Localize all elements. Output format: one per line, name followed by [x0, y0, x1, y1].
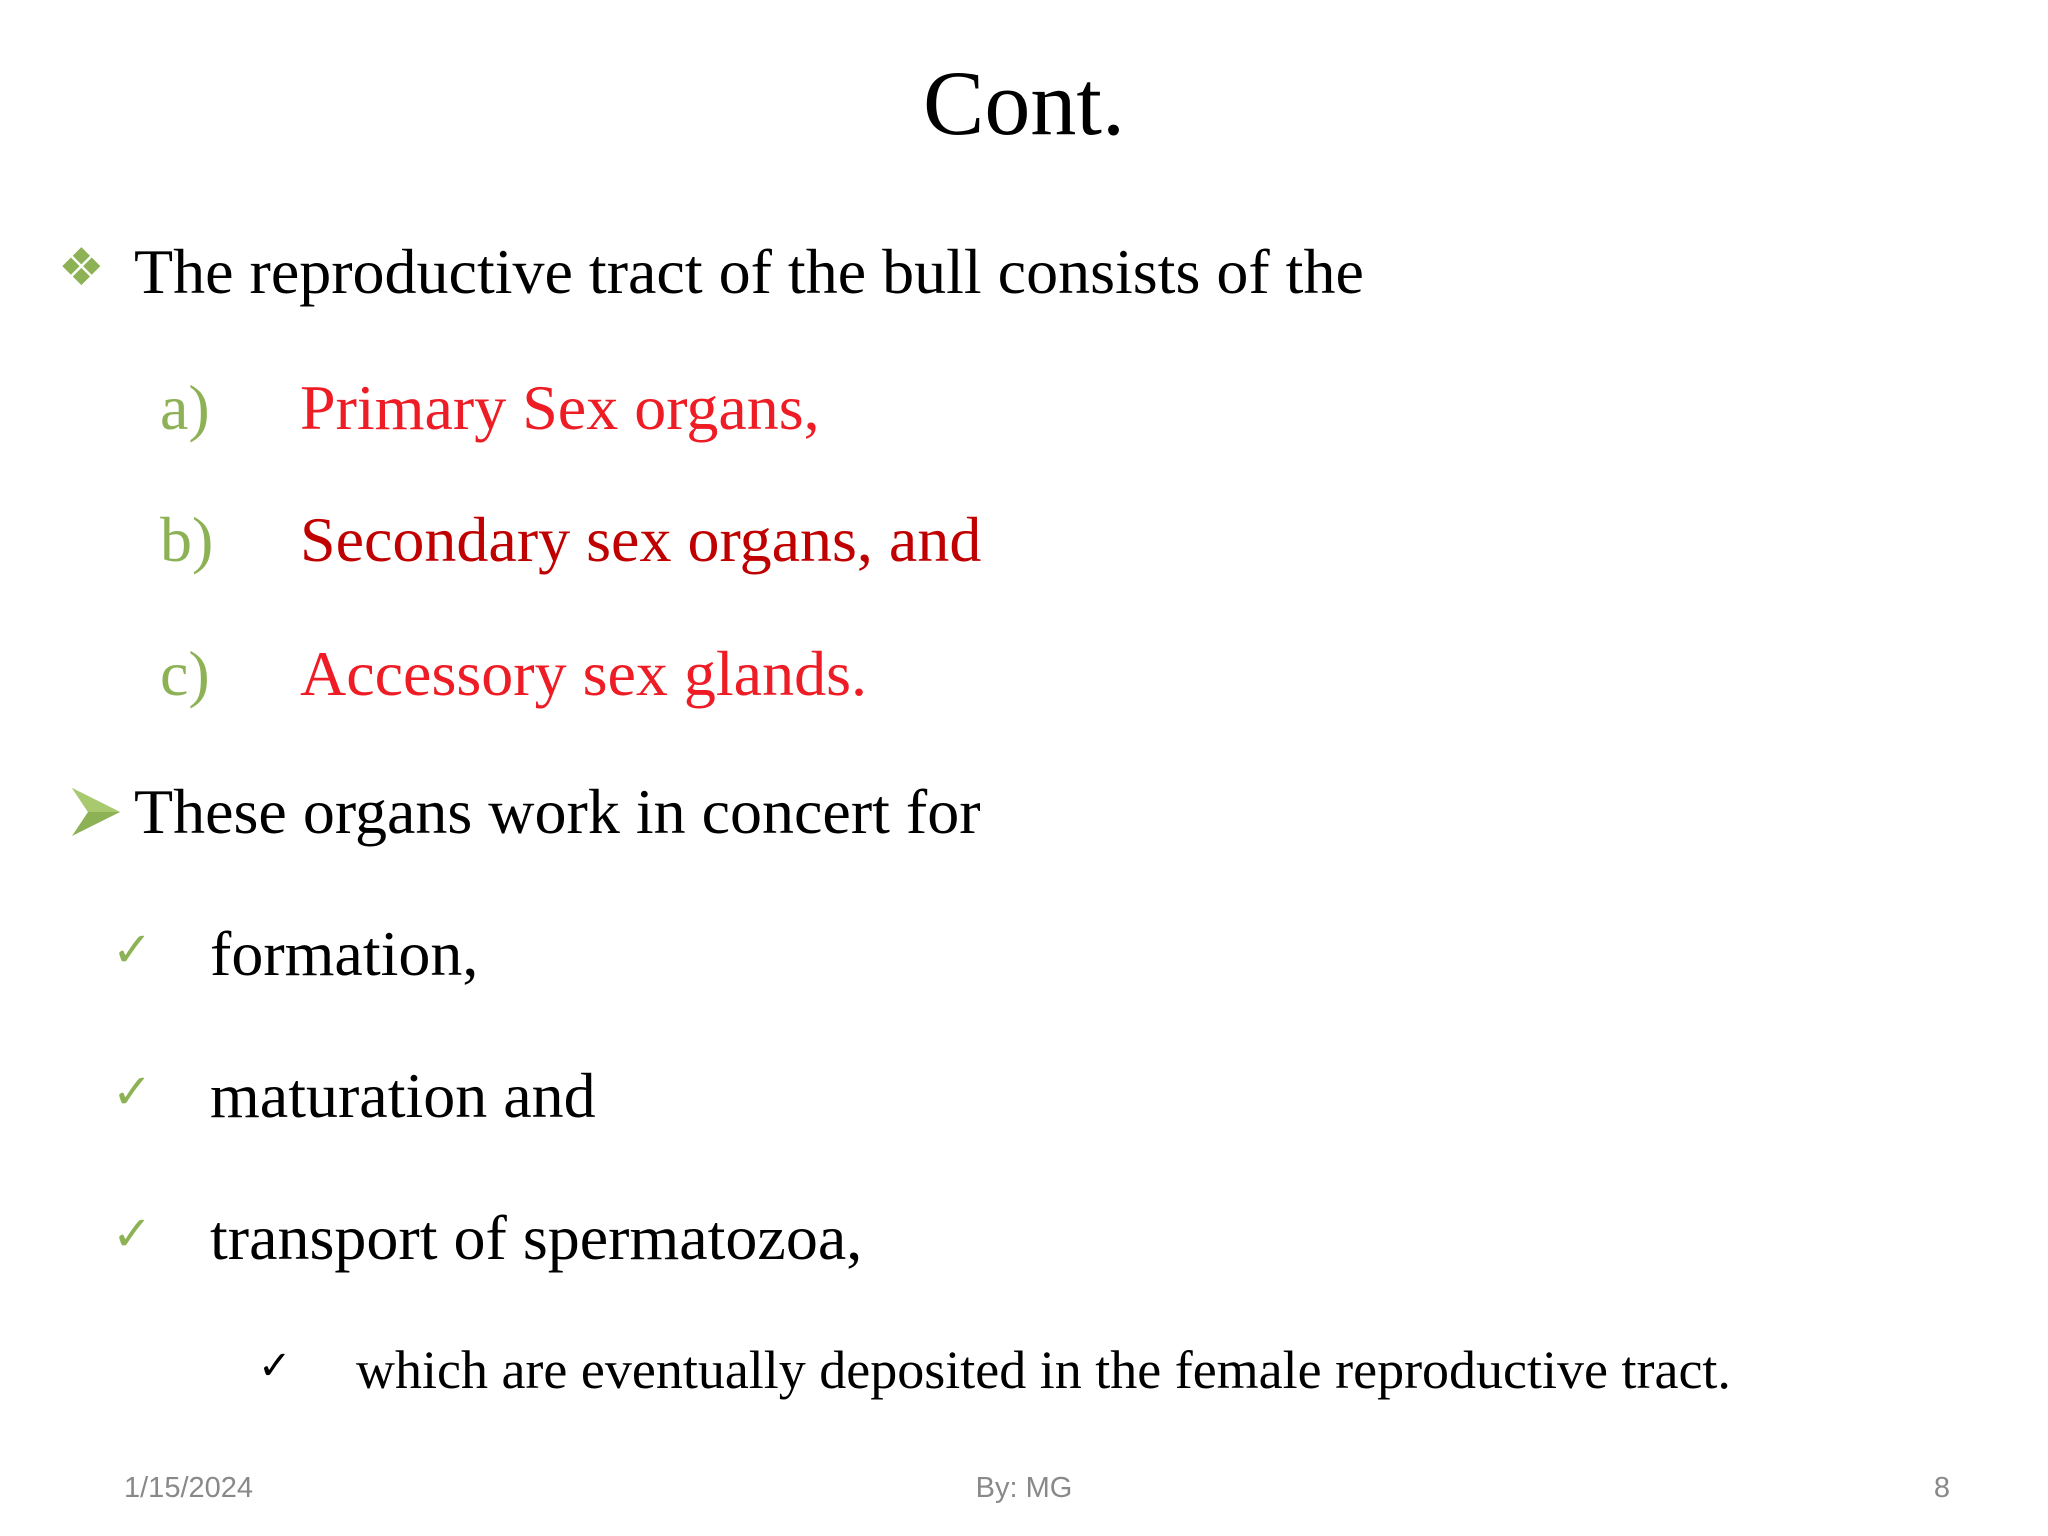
footer-page-number: 8 [1933, 1472, 1950, 1504]
footer-date: 1/15/2024 [124, 1472, 254, 1504]
organ-letter-c: c) [160, 638, 210, 709]
check-icon: ✓ [258, 1343, 292, 1389]
organ-primary: Primary Sex organs, [300, 372, 820, 443]
function-transport: transport of spermatozoa, [210, 1202, 863, 1273]
check-icon: ✓ [112, 1206, 153, 1262]
footer-author: By: MG [975, 1472, 1073, 1504]
function-formation: formation, [210, 918, 479, 989]
organ-letter-b: b) [160, 504, 214, 575]
concert-text: These organs work in concert for [134, 776, 981, 847]
organ-secondary: Secondary sex organs, and [300, 504, 982, 575]
organ-letter-a: a) [160, 372, 210, 443]
sub-function-text: which are eventually deposited in the female reproductive tract. [356, 1340, 1731, 1400]
check-icon: ✓ [112, 922, 153, 978]
check-icon: ✓ [112, 1064, 153, 1120]
organ-accessory: Accessory sex glands. [300, 638, 867, 709]
arrow-bullet-icon [70, 786, 122, 838]
intro-text: The reproductive tract of the bull consists of the [134, 236, 1364, 307]
function-maturation: maturation and [210, 1060, 596, 1131]
slide-title: Cont. [923, 52, 1125, 154]
diamond-bullet-icon: ❖ [58, 238, 105, 298]
